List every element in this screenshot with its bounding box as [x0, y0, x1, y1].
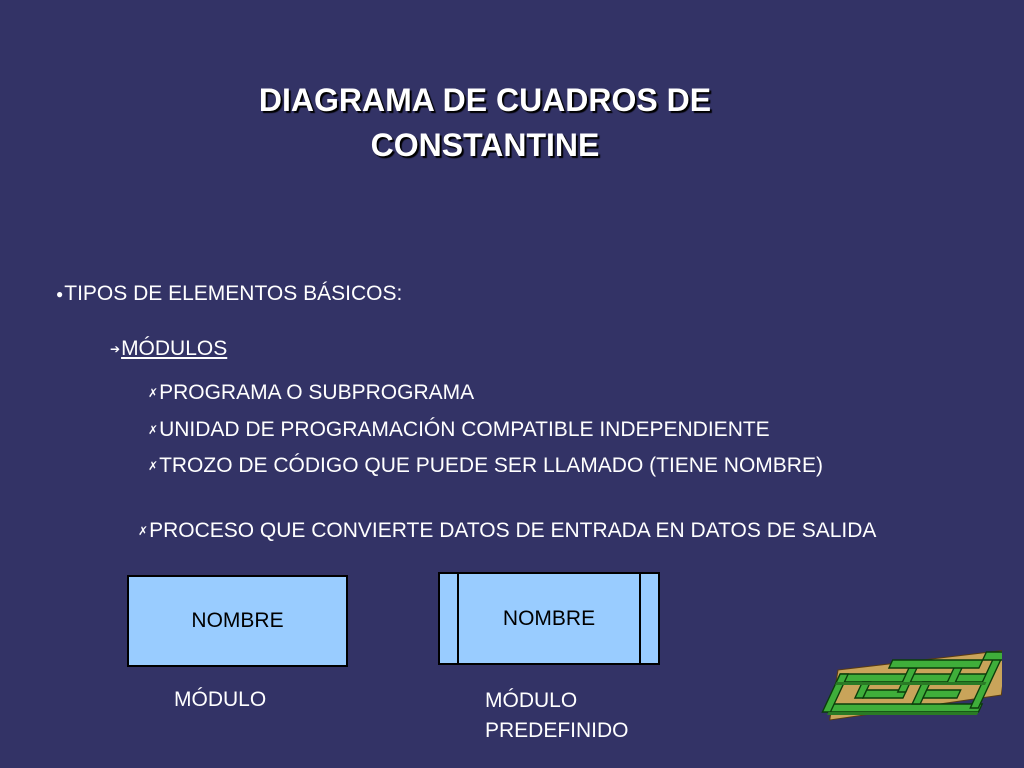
- bullet-process-text: PROCESO QUE CONVIERTE DATOS DE ENTRADA EN DATOS DE SALIDA: [149, 519, 877, 542]
- dot-bullet-icon: ●: [56, 287, 64, 302]
- bullet-item: [148, 417, 770, 443]
- maze-clipart-icon: [812, 640, 1002, 735]
- arrow-bullet-icon: ➔: [110, 342, 121, 357]
- bullet-item-text: PROGRAMA O SUBPROGRAMA: [159, 381, 475, 404]
- module-caption-text: MÓDULO: [174, 688, 267, 711]
- slide-title-line-2: CONSTANTINE: [370, 127, 600, 163]
- bullet-item-text: TROZO DE CÓDIGO QUE PUEDE SER LLAMADO (TIENE NOMBRE): [159, 454, 823, 477]
- predefined-module-caption-line-2: PREDEFINIDO: [485, 719, 629, 742]
- predefined-module-shape: [438, 572, 660, 665]
- bullet-item: [148, 380, 474, 406]
- bullet-item-text: UNIDAD DE PROGRAMACIÓN COMPATIBLE INDEPENDIENTE: [159, 418, 770, 441]
- x-mark-bullet-icon: ✗: [148, 423, 159, 438]
- x-mark-bullet-icon: ✗: [138, 524, 149, 539]
- bullet-item: [148, 453, 823, 479]
- predefined-module-shape-label: NOMBRE: [502, 607, 596, 630]
- bullet-main-text: TIPOS DE ELEMENTOS BÁSICOS:: [64, 282, 403, 305]
- bullet-main: [56, 281, 402, 307]
- slide-title-line-1: DIAGRAMA DE CUADROS DE: [258, 82, 712, 118]
- bullet-modules: [110, 336, 227, 362]
- predefined-module-caption: [485, 686, 629, 746]
- module-shape-label: NOMBRE: [191, 609, 284, 632]
- bullet-process: [138, 518, 876, 544]
- x-mark-bullet-icon: ✗: [148, 386, 159, 401]
- x-mark-bullet-icon: ✗: [148, 459, 159, 474]
- module-shape: [127, 575, 348, 667]
- module-caption: [174, 685, 266, 715]
- bullet-modules-text: MÓDULOS: [121, 337, 228, 360]
- predefined-module-caption-line-1: MÓDULO: [485, 689, 578, 712]
- slide-title: [0, 78, 970, 168]
